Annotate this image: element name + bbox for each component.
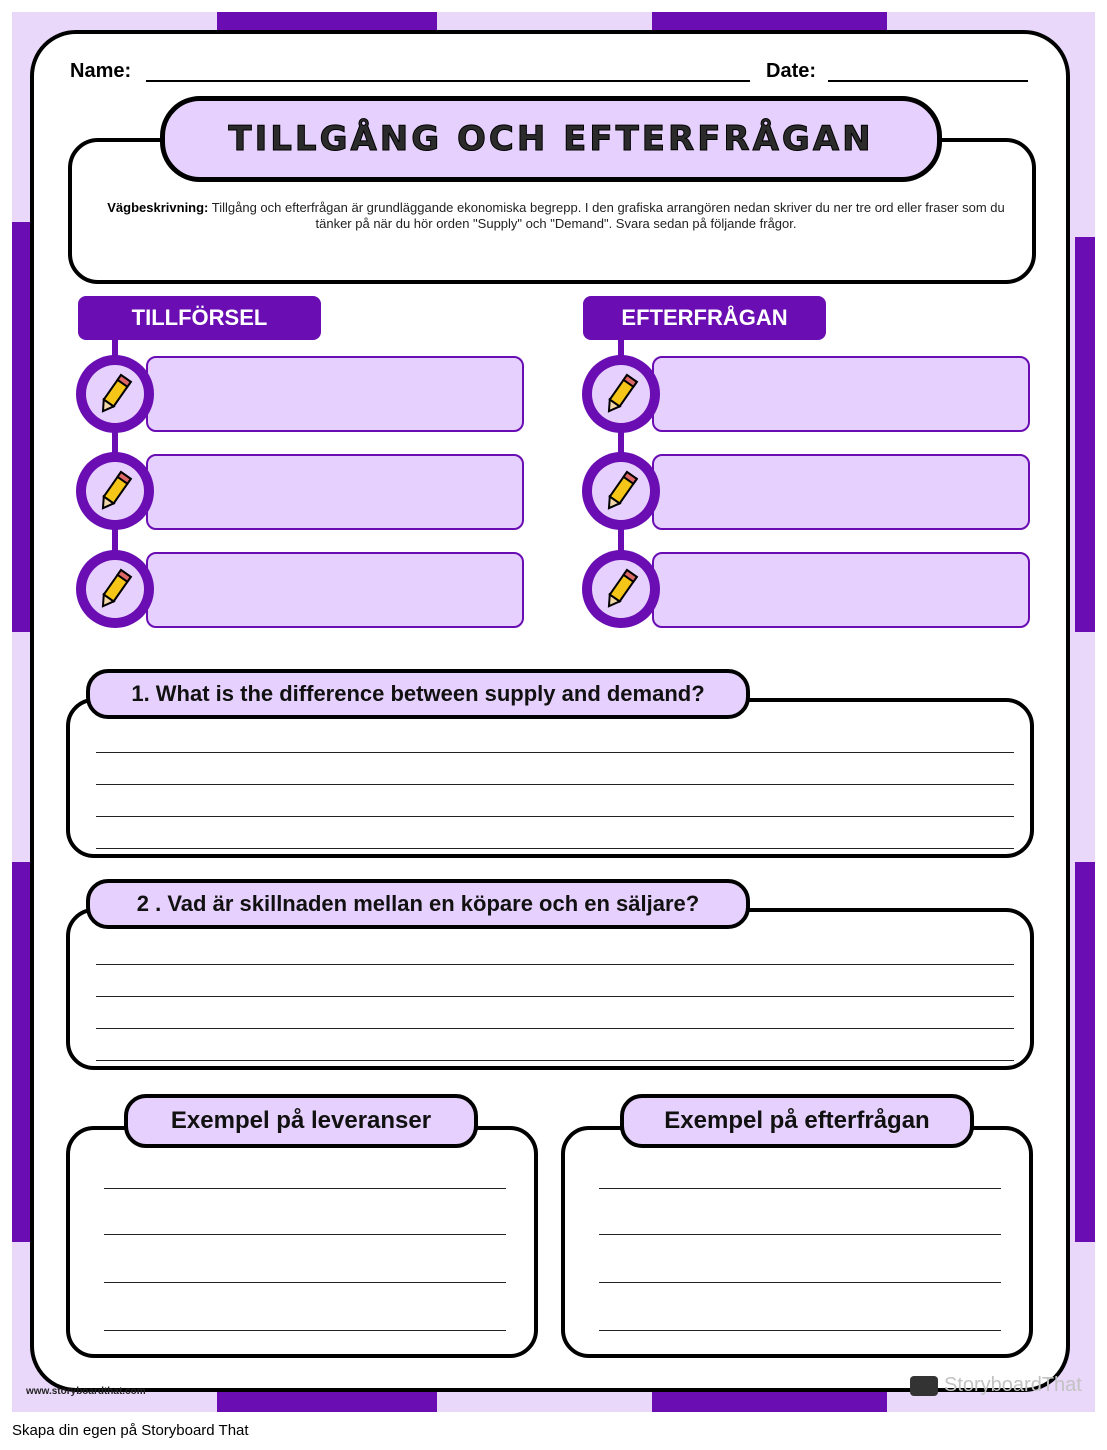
supply-bullet-2 (76, 452, 154, 530)
instructions-text (96, 200, 1016, 232)
pencil-icon (90, 564, 140, 614)
supply-bullet-3 (76, 550, 154, 628)
demand-field-3[interactable] (652, 552, 1030, 628)
pencil-icon (596, 369, 646, 419)
answer-line (96, 1028, 1014, 1029)
instructions-label: Vägbeskrivning: (107, 200, 209, 215)
demand-field-1[interactable] (652, 356, 1030, 432)
demand-field-2[interactable] (652, 454, 1030, 530)
top-stripe-right (652, 12, 887, 32)
date-label: Date: (766, 60, 817, 82)
instructions-body: Tillgång och efterfrågan är grundläggande ekonomiska begrepp. I den grafiska arrangören nedan skriver du ner tre ord eller fraser som du tänker på när du hör orden "Supply" och "Demand". Svara sedan på följande frågor. (208, 200, 1005, 231)
answer-line (599, 1188, 1001, 1189)
answer-line (96, 964, 1014, 965)
demand-bullet-3 (582, 550, 660, 628)
footer-url[interactable]: www.storyboardthat.com (26, 1386, 146, 1397)
footer-credit[interactable]: Skapa din egen på Storyboard That (12, 1422, 249, 1439)
title-banner (160, 96, 942, 182)
right-stripe-upper (1075, 237, 1095, 632)
date-field[interactable] (828, 80, 1028, 82)
brand-logo[interactable] (944, 1374, 1082, 1397)
top-stripe-left (217, 12, 437, 32)
pencil-icon (596, 564, 646, 614)
answer-line (104, 1234, 506, 1235)
question-2-answer-box[interactable] (66, 908, 1034, 1070)
right-stripe-lower (1075, 862, 1095, 1242)
supply-field-2[interactable] (146, 454, 524, 530)
demand-heading: EFTERFRÅGAN (583, 296, 826, 340)
name-field[interactable] (146, 80, 750, 82)
answer-line (96, 816, 1014, 817)
supply-bullet-1 (76, 355, 154, 433)
supply-field-1[interactable] (146, 356, 524, 432)
supply-field-3[interactable] (146, 552, 524, 628)
answer-line (599, 1282, 1001, 1283)
pencil-icon (90, 369, 140, 419)
left-stripe-lower (12, 862, 32, 1242)
question-2-label: 2 . Vad är skillnaden mellan en köpare och en säljare? (86, 879, 750, 929)
demand-examples-box[interactable] (561, 1126, 1033, 1358)
answer-line (96, 752, 1014, 753)
name-label: Name: (70, 60, 132, 82)
bottom-stripe-right (652, 1392, 887, 1412)
demand-examples-label: Exempel på efterfrågan (620, 1094, 974, 1148)
supply-heading: TILLFÖRSEL (78, 296, 321, 340)
answer-line (96, 848, 1014, 849)
answer-line (96, 1060, 1014, 1061)
answer-line (599, 1234, 1001, 1235)
pencil-icon (90, 466, 140, 516)
question-1-answer-box[interactable] (66, 698, 1034, 858)
bottom-stripe-left (217, 1392, 437, 1412)
page-title: TILLGÅNG OCH EFTERFRÅGAN (228, 119, 874, 159)
answer-line (599, 1330, 1001, 1331)
storyboard-logo-icon (910, 1376, 938, 1396)
pencil-icon (596, 466, 646, 516)
demand-bullet-2 (582, 452, 660, 530)
supply-examples-box[interactable] (66, 1126, 538, 1358)
answer-line (104, 1330, 506, 1331)
supply-examples-label: Exempel på leveranser (124, 1094, 478, 1148)
answer-line (104, 1188, 506, 1189)
left-stripe-upper (12, 222, 32, 632)
answer-line (96, 784, 1014, 785)
demand-bullet-1 (582, 355, 660, 433)
answer-line (104, 1282, 506, 1283)
brand-text: StoryboardThat (944, 1374, 1082, 1396)
answer-line (96, 996, 1014, 997)
question-1-label: 1. What is the difference between supply and demand? (86, 669, 750, 719)
